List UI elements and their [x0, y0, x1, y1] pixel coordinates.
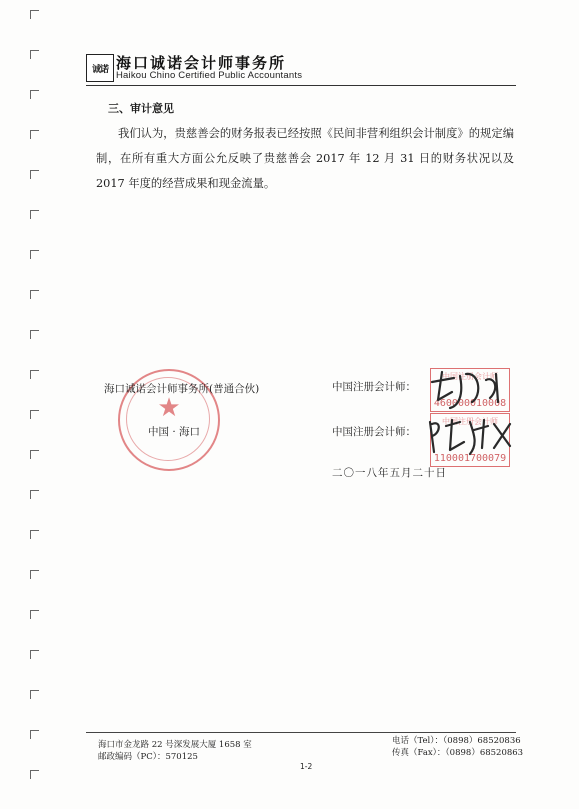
binding-mark: [30, 130, 39, 139]
firm-logo: 诚诺: [86, 54, 114, 82]
cpa-stamp-2-number: 110001700079: [433, 453, 507, 464]
section-title: 三、审计意见: [108, 102, 174, 115]
seal-star-icon: ★: [157, 393, 181, 423]
firm-name-cn: 海口诚诺会计师事务所: [116, 54, 287, 72]
footer-fax: 传真（Fax）：（0898）68520863: [392, 748, 524, 758]
binding-mark: [30, 730, 39, 739]
report-date: 二〇一八年五月二十日: [332, 467, 447, 479]
binding-mark: [30, 410, 39, 419]
binding-mark: [30, 90, 39, 99]
binding-mark: [30, 650, 39, 659]
signing-firm: 海口诚诺会计师事务所(普通合伙): [104, 383, 260, 395]
footer-address: 海口市金龙路 22 号深发展大厦 1658 室: [98, 740, 252, 750]
binding-mark: [30, 10, 39, 19]
binding-mark: [30, 330, 39, 339]
cpa-signature-2: [424, 412, 520, 458]
binding-mark: [30, 450, 39, 459]
binding-mark: [30, 50, 39, 59]
binding-mark: [30, 490, 39, 499]
binding-marks: [30, 0, 44, 809]
footer-divider: [86, 732, 516, 733]
binding-mark: [30, 690, 39, 699]
footer-telephone: 电话（Tel）：（0898）68520836: [392, 736, 521, 746]
audit-opinion-paragraph: 我们认为，贵慈善会的财务报表已经按照《民间非营利组织会计制度》的规定编制，在所有重大方面公允反映了贵慈善会 2017 年 12 月 31 日的财务状况以及 2017 年度的经营成果和现金流量。: [96, 127, 514, 190]
binding-mark: [30, 290, 39, 299]
binding-mark: [30, 530, 39, 539]
cpa-stamp-1-header: 中国注册会计师: [442, 372, 498, 381]
page-number: 1-2: [300, 762, 313, 771]
signing-location: 中国 · 海口: [148, 426, 201, 438]
binding-mark: [30, 370, 39, 379]
footer-postcode: 邮政编码（PC）：570125: [98, 752, 198, 762]
cpa-signature-1: [424, 366, 514, 410]
cpa-label-1: 中国注册会计师：: [332, 381, 416, 393]
cpa-stamp-2-header: 中国注册会计师: [442, 417, 498, 426]
binding-mark: [30, 570, 39, 579]
firm-name-en: Haikou Chino Certified Public Accountants: [116, 70, 303, 81]
binding-mark: [30, 250, 39, 259]
cpa-label-2: 中国注册会计师：: [332, 426, 416, 438]
cpa-stamp-1-number: 460000010008: [433, 398, 507, 409]
header-divider: [86, 85, 516, 86]
binding-mark: [30, 770, 39, 779]
binding-mark: [30, 610, 39, 619]
binding-mark: [30, 170, 39, 179]
binding-mark: [30, 210, 39, 219]
